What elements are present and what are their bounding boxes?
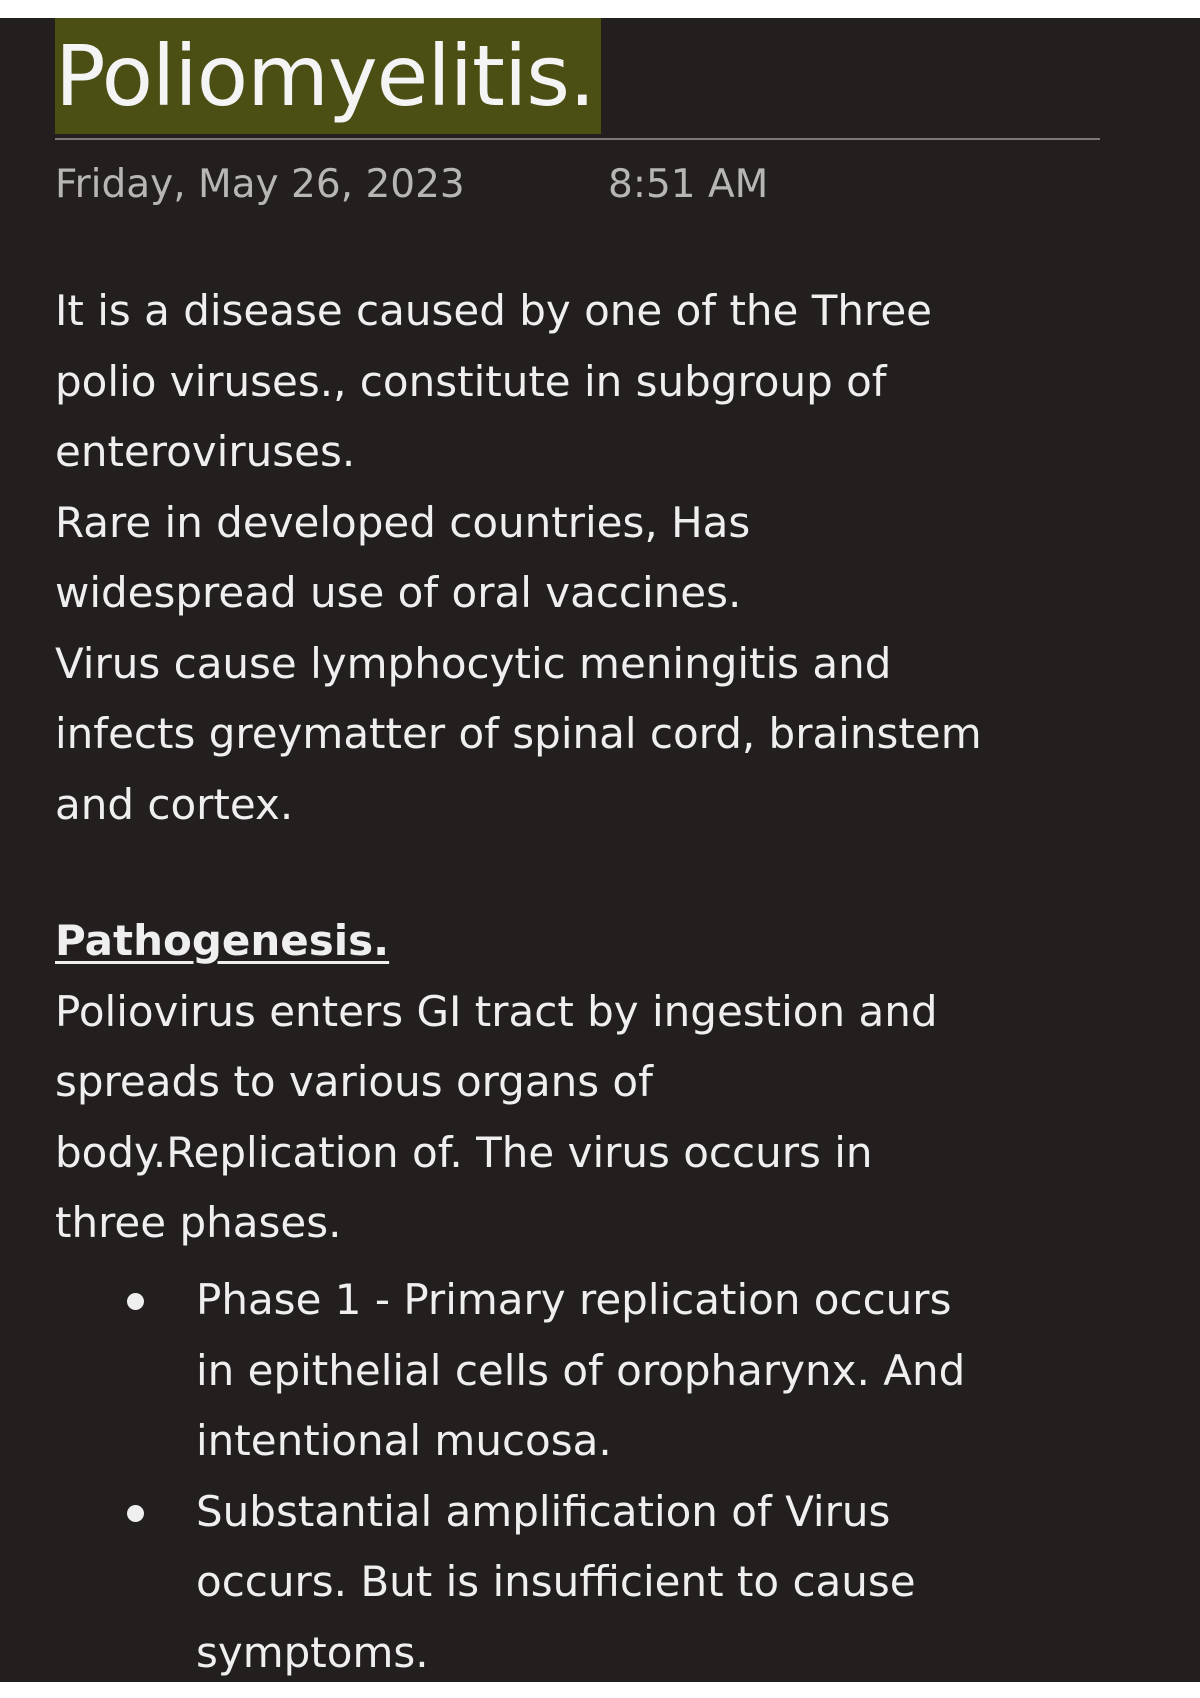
title-divider xyxy=(55,138,1100,140)
bullet-line: in epithelial cells of oropharynx. And xyxy=(196,1345,966,1395)
pathogenesis-heading: Pathogenesis. xyxy=(55,916,390,965)
pathogenesis-line: Poliovirus enters GI tract by ingestion and xyxy=(55,986,938,1036)
intro-line: and cortex. xyxy=(55,779,294,829)
intro-line: enteroviruses. xyxy=(55,427,356,476)
intro-line: infects greymatter of spinal cord, brainstem xyxy=(55,709,982,758)
bullet-line: intentional mucosa. xyxy=(196,1416,612,1465)
bullet-icon xyxy=(127,1293,144,1310)
bullet-line: occurs. But is insufficient to cause xyxy=(196,1557,916,1606)
bullet-line: Substantial amplification of Virus xyxy=(196,1486,891,1536)
list-item xyxy=(55,1477,1155,1683)
pathogenesis-line: body.Replication of. The virus occurs in xyxy=(55,1127,873,1177)
intro-paragraph xyxy=(55,276,1135,840)
intro-line: widespread use of oral vaccines. xyxy=(55,568,742,617)
intro-line: It is a disease caused by one of the Three xyxy=(55,286,933,335)
pathogenesis-line: three phases. xyxy=(55,1198,342,1247)
intro-line: polio viruses., constitute in subgroup of xyxy=(55,356,887,406)
intro-line: Rare in developed countries, Has xyxy=(55,497,751,547)
list-item xyxy=(55,1265,1155,1477)
pathogenesis-line: spreads to various organs of xyxy=(55,1057,653,1106)
bullet-icon xyxy=(127,1505,144,1522)
note-date: Friday, May 26, 2023 xyxy=(55,162,465,207)
note-time: 8:51 AM xyxy=(608,162,769,207)
bullet-line: Phase 1 - Primary replication occurs xyxy=(196,1275,952,1324)
bullet-line: symptoms. xyxy=(196,1627,429,1677)
pathogenesis-section xyxy=(55,906,1135,1259)
phase-bullet-list xyxy=(55,1265,1155,1682)
intro-line: Virus cause lymphocytic meningitis and xyxy=(55,638,892,688)
note-page xyxy=(0,18,1200,1682)
page-title: Poliomyelitis. xyxy=(55,18,601,134)
